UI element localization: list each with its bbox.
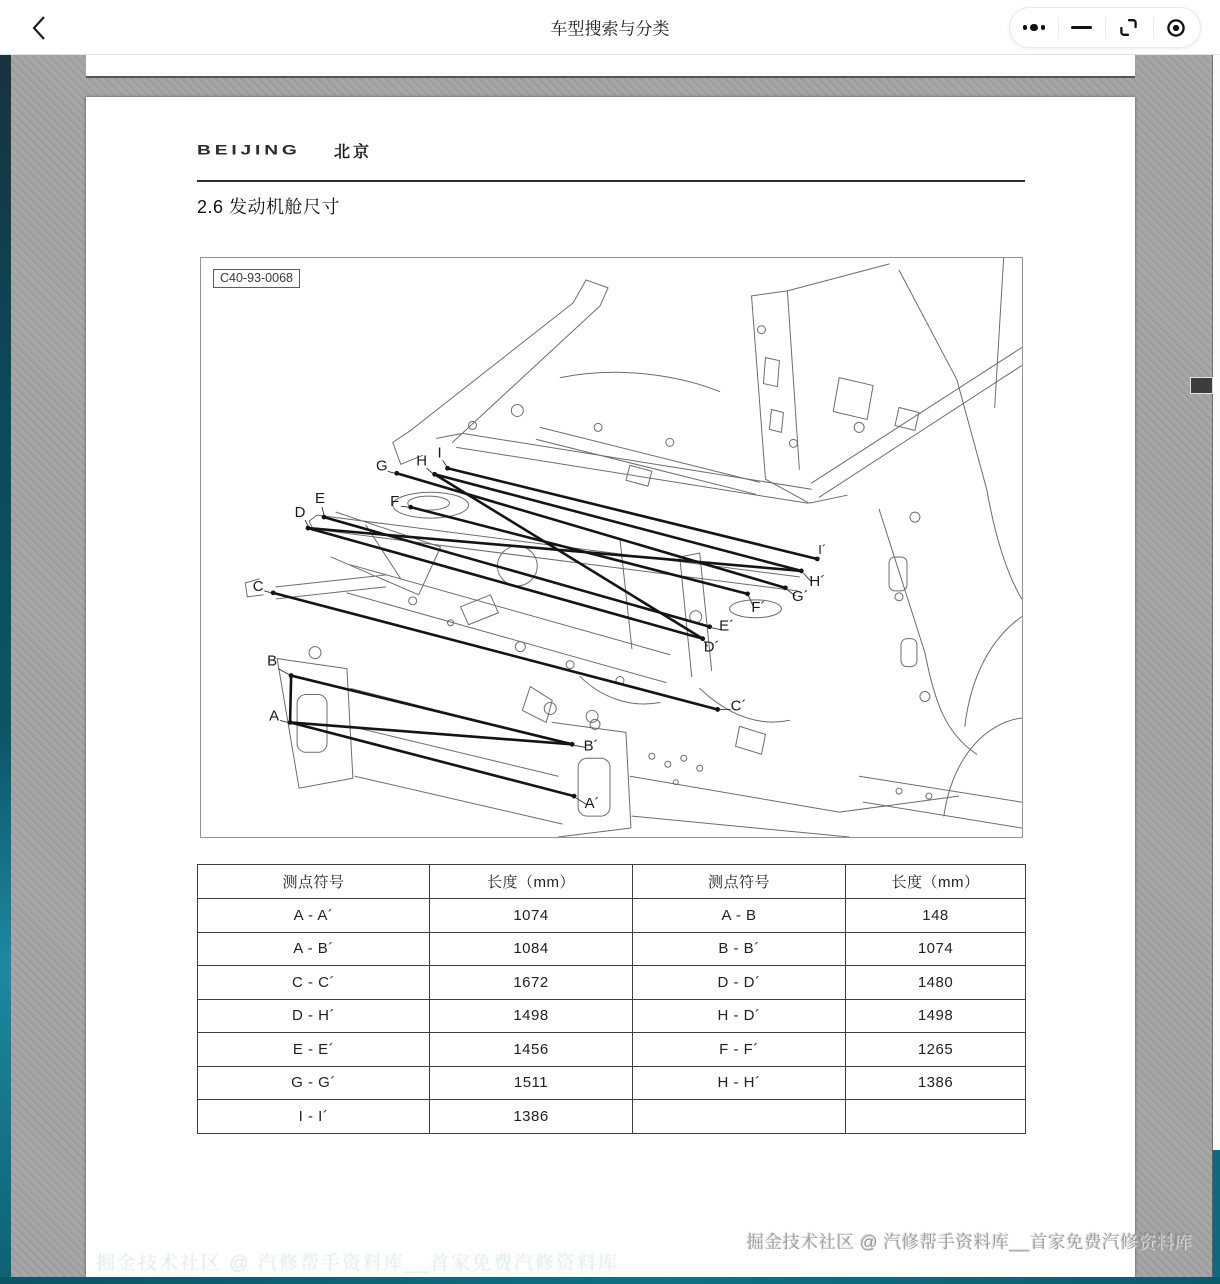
brand-logo-en: BEIJING <box>197 142 301 159</box>
table-cell: C - C´ <box>198 966 430 1000</box>
point-label: G <box>375 457 388 475</box>
table-row <box>198 999 1026 1033</box>
table-cell <box>633 1100 846 1134</box>
table-cell: 148 <box>846 899 1026 933</box>
table-cell: G - G´ <box>198 1066 430 1100</box>
point-label: F´ <box>751 598 766 616</box>
point-label: A <box>269 707 280 725</box>
table-cell: D - H´ <box>198 999 430 1033</box>
table-cell: A - B <box>633 899 846 933</box>
label-leader-lines <box>264 460 819 804</box>
table-cell: A - A´ <box>198 899 430 933</box>
table-cell: I - I´ <box>198 1100 430 1134</box>
table-header-cell: 测点符号 <box>633 865 846 899</box>
ellipsis-icon <box>1023 24 1046 32</box>
point-label: H´ <box>809 572 826 590</box>
scrollbar-thumb[interactable] <box>1191 378 1212 393</box>
point-label: H <box>416 452 428 470</box>
point-label: D´ <box>703 638 720 656</box>
table-cell: 1074 <box>430 899 633 933</box>
table-row <box>198 1066 1026 1100</box>
car-body-art <box>245 258 1022 837</box>
brand-logo <box>197 139 372 162</box>
table-header-cell: 测点符号 <box>198 865 430 899</box>
table-header-cell: 长度（mm） <box>430 865 633 899</box>
measurement-table <box>197 864 1026 1134</box>
restore-button[interactable] <box>1105 8 1153 47</box>
brand-logo-cn: 北京 <box>334 144 373 161</box>
scrollbar-track[interactable] <box>1212 55 1220 1150</box>
point-label: G´ <box>792 587 809 605</box>
table-cell: H - H´ <box>633 1066 846 1100</box>
table-cell: A - B´ <box>198 932 430 966</box>
desktop-edge-bottom <box>0 1277 1220 1284</box>
table-cell: F - F´ <box>633 1033 846 1067</box>
table-row <box>198 1100 1026 1134</box>
circled-dot-icon <box>1165 17 1187 39</box>
table-cell: D - D´ <box>633 966 846 1000</box>
point-label: A´ <box>584 795 600 813</box>
point-label: F <box>390 493 400 511</box>
point-label: C <box>252 577 264 595</box>
table-cell: 1456 <box>430 1033 633 1067</box>
table-row <box>198 966 1026 1000</box>
minimize-button[interactable] <box>1058 8 1106 47</box>
table-cell: 1498 <box>846 999 1026 1033</box>
point-label: I´ <box>818 541 827 557</box>
header-rule <box>197 180 1025 182</box>
section-heading: 2.6 发动机舱尺寸 <box>197 197 341 217</box>
figure-frame <box>200 257 1023 838</box>
more-menu-button[interactable] <box>1010 8 1058 47</box>
minus-icon <box>1071 26 1092 30</box>
restore-icon <box>1118 17 1139 38</box>
table-cell: 1386 <box>846 1066 1026 1100</box>
window-title: 车型搜索与分类 <box>550 19 670 39</box>
table-cell: 1511 <box>430 1066 633 1100</box>
point-label: E <box>315 490 325 508</box>
table-row <box>198 899 1026 933</box>
point-labels <box>253 444 826 812</box>
table-cell: 1386 <box>430 1100 633 1134</box>
table-cell: 1084 <box>430 932 633 966</box>
table-cell: B - B´ <box>633 932 846 966</box>
desktop-edge-right <box>1212 1150 1220 1284</box>
chevron-left-icon <box>30 15 48 41</box>
point-label: C´ <box>730 697 747 715</box>
table-row <box>198 932 1026 966</box>
point-label: I <box>437 444 442 462</box>
document-sheet <box>86 97 1135 1277</box>
table-cell: 1265 <box>846 1033 1026 1067</box>
table-cell: 1672 <box>430 966 633 1000</box>
figure-code-label: C40-93-0068 <box>213 269 300 288</box>
top-bar <box>0 0 1220 55</box>
table-cell: 1480 <box>846 966 1026 1000</box>
back-button[interactable] <box>22 12 56 44</box>
table-cell: 1074 <box>846 932 1026 966</box>
watermark: 掘金技术社区 @ 汽修帮手资料库__首家免费汽修资料库 <box>746 1232 1192 1252</box>
table-cell: H - D´ <box>633 999 846 1033</box>
table-row <box>198 1033 1026 1067</box>
point-label: B´ <box>583 737 599 755</box>
faint-watermark: 掘金技术社区 @ 汽修帮手资料库__首家免费汽修资料库 <box>96 1253 619 1274</box>
point-label: B <box>267 652 278 670</box>
table-cell <box>846 1100 1026 1134</box>
engine-bay-diagram <box>201 258 1022 837</box>
table-header-row <box>198 865 1026 899</box>
previous-page-sheet <box>86 55 1135 78</box>
point-label: E´ <box>719 617 735 635</box>
point-label: D <box>294 504 306 522</box>
measurement-lines <box>273 468 817 796</box>
table-cell: E - E´ <box>198 1033 430 1067</box>
target-close-button[interactable] <box>1153 8 1201 47</box>
table-header-cell: 长度（mm） <box>846 865 1026 899</box>
desktop-edge-left <box>0 55 11 1284</box>
window-controls <box>1009 7 1201 48</box>
table-cell: 1498 <box>430 999 633 1033</box>
